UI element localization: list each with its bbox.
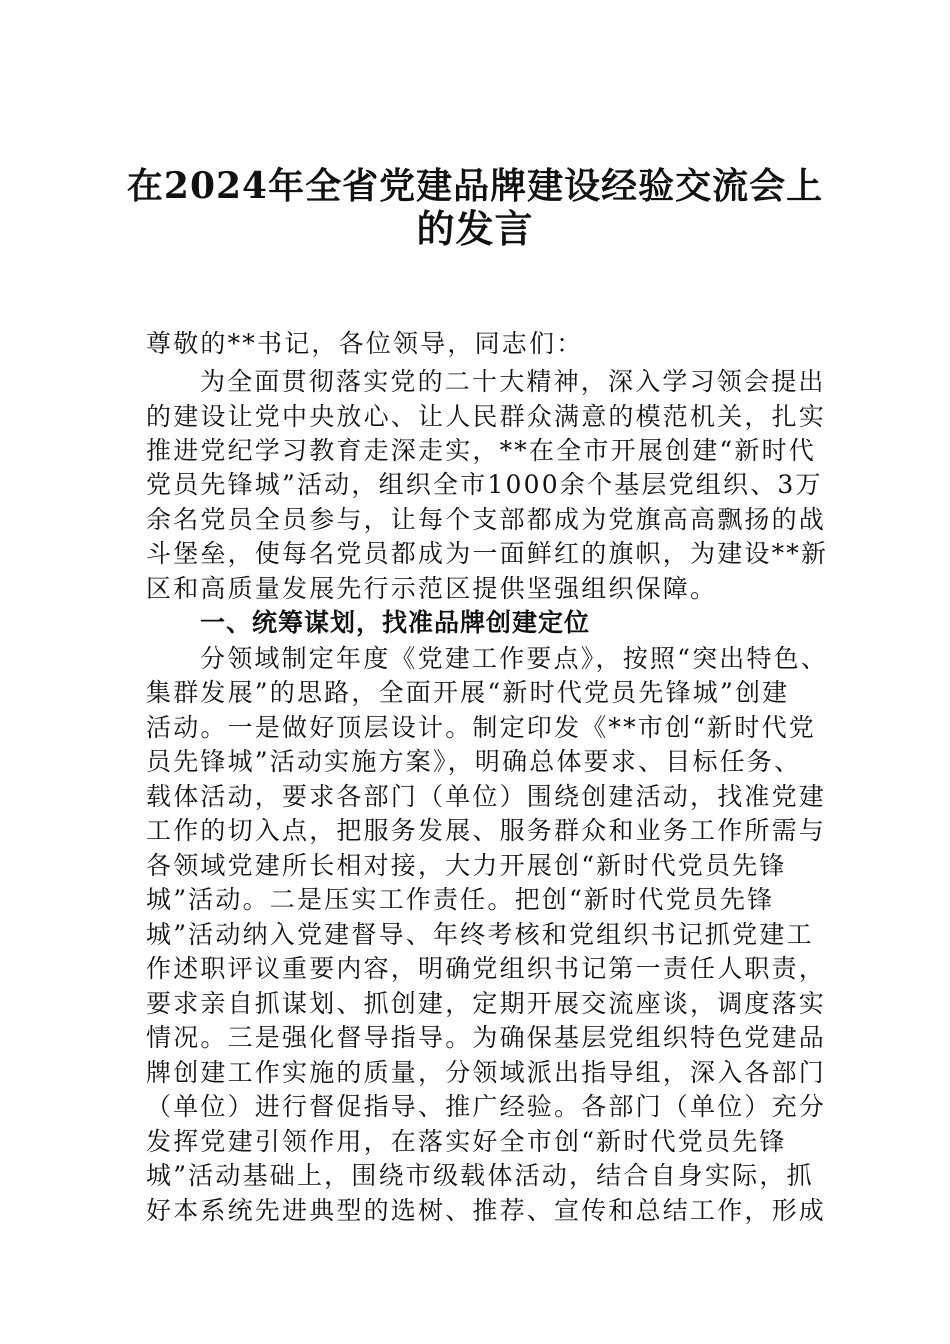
paragraph-line: 集群发展”的思路，全面开展“新时代党员先锋城”创建 <box>146 678 790 707</box>
document-title-line-1: 在2024年全省党建品牌建设经验交流会上 <box>126 165 824 207</box>
paragraph-line: 活动。一是做好顶层设计。制定印发《**市创“新时代党 <box>146 713 816 742</box>
paragraph-line: 作述职评议重要内容，明确党组织书记第一责任人职责， <box>146 954 827 983</box>
paragraph-line: 工作的切入点，把服务发展、服务群众和业务工作所需与 <box>146 816 827 845</box>
paragraph-line: （单位）进行督促指导、推广经验。各部门（单位）充分 <box>146 1092 827 1121</box>
document-title-line-2: 的发言 <box>416 206 534 251</box>
paragraph-line: 城”活动。二是压实工作责任。把创“新时代党员先锋 <box>146 885 775 914</box>
paragraph-line: 为全面贯彻落实党的二十大精神，深入学习领会提出 <box>200 367 826 396</box>
salutation: 尊敬的**书记，各位领导，同志们： <box>146 329 584 358</box>
paragraph-line: 分领域制定年度《党建工作要点》，按照“突出特色、 <box>200 644 829 673</box>
paragraph-line: 推进党纪学习教育走深走实，**在全市开展创建“新时代 <box>146 436 816 465</box>
paragraph-line: 城”活动纳入党建督导、年终考核和党组织书记抓党建工 <box>146 920 814 949</box>
paragraph-line: 的建设让党中央放心、让人民群众满意的模范机关，扎实 <box>146 402 827 431</box>
paragraph-line: 牌创建工作实施的质量，分领域派出指导组，深入各部门 <box>146 1058 827 1087</box>
paragraph-line: 区和高质量发展先行示范区提供坚强组织保障。 <box>146 574 718 603</box>
paragraph-line: 城”活动基础上，围绕市级载体活动，结合自身实际，抓 <box>146 1161 814 1190</box>
paragraph-line: 员先锋城”活动实施方案》，明确总体要求、目标任务、 <box>146 747 802 776</box>
paragraph-line: 余名党员全员参与，让每个支部都成为党旗高高飘扬的战 <box>146 505 827 534</box>
section-heading: 一、统筹谋划，找准品牌创建定位 <box>200 608 591 637</box>
paragraph-line: 载体活动，要求各部门（单位）围绕创建活动，找准党建 <box>146 782 827 811</box>
paragraph-line: 党员先锋城”活动，组织全市1000余个基层党组织、3万 <box>146 470 823 499</box>
paragraph-line: 情况。三是强化督导指导。为确保基层党组织特色党建品 <box>146 1023 827 1052</box>
paragraph-line: 要求亲自抓谋划、抓创建，定期开展交流座谈，调度落实 <box>146 989 827 1018</box>
paragraph-line: 各领域党建所长相对接，大力开展创“新时代党员先锋 <box>146 851 787 880</box>
paragraph-line: 好本系统先进典型的选树、推荐、宣传和总结工作，形成 <box>146 1196 827 1225</box>
paragraph-line: 斗堡垒，使每名党员都成为一面鲜红的旗帜，为建设**新 <box>146 539 829 568</box>
paragraph-line: 发挥党建引领作用，在落实好全市创“新时代党员先锋 <box>146 1127 787 1156</box>
